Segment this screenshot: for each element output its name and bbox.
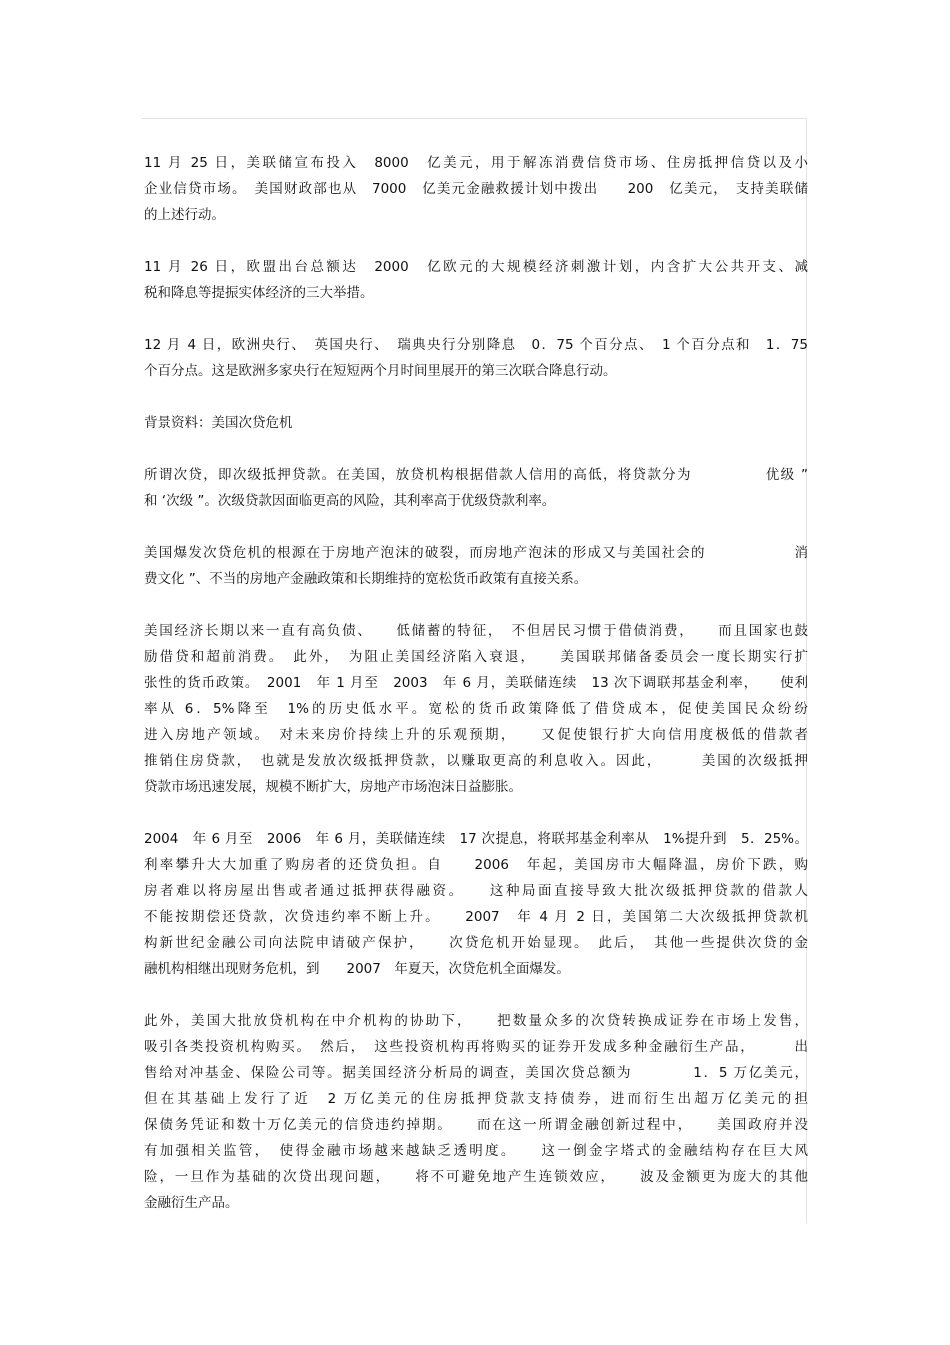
text-line: 2004 年 6 月至 2006 年 6 月，美联储连续 17 次提息，将联邦基金利率从 1%提升到 5．25%。 (144, 831, 808, 847)
paragraph-eu-stimulus (144, 254, 808, 306)
text-line: 但在其基础上发行了近 2 万亿美元的住房抵押贷款支持债券，进而衍生出超万亿美元的担 (144, 1091, 808, 1107)
section-heading: 背景资料：美国次贷危机 (144, 415, 293, 431)
text-line: 险，一旦作为基础的次贷出现问题， 将不可避免地产生连锁效应， 波及金额更为庞大的其他 (144, 1169, 808, 1185)
text-line: 12 月 4 日，欧洲央行、 英国央行、 瑞典央行分别降息 0．75 个百分点、 1 个百分点和 1．75 (144, 337, 808, 353)
text-line: 个百分点。这是欧洲多家央行在短短两个月时间里展开的第三次联合降息行动。 (144, 363, 617, 379)
paragraph-rate-cuts (144, 332, 808, 384)
text-line: 税和降息等提振实体经济的三大举措。 (144, 285, 374, 301)
text-line: 费文化 ”、不当的房地产金融政策和长期维持的宽松货币政策有直接关系。 (144, 571, 588, 587)
text-line: 构新世纪金融公司向法院申请破产保护， 次贷危机开始显现。 此后， 其他一些提供次贷的金 (144, 935, 808, 951)
text-line: 保债务凭证和数十万亿美元的信贷违约掉期。 而在这一所谓金融创新过程中， 美国政府并没 (144, 1117, 808, 1133)
text-line: 吸引各类投资机构购买。 然后， 这些投资机构再将购买的证券开发成多种金融衍生产品， 出 (144, 1039, 808, 1055)
text-line: 的上述行动。 (144, 207, 225, 223)
text-line: 不能按期偿还贷款，次贷违约率不断上升。 2007 年 4 月 2 日，美国第二大次级抵押贷款机 (144, 909, 808, 925)
text-line: 美国爆发次贷危机的根源在于房地产泡沫的破裂，而房地产泡沫的形成又与美国社会的 消 (144, 545, 808, 561)
text-line: 融机构相继出现财务危机，到 2007 年夏天，次贷危机全面爆发。 (144, 961, 570, 977)
section-heading-background (144, 410, 808, 436)
paragraph-fed-800b (144, 150, 808, 228)
text-line: 美国经济长期以来一直有高负债、 低储蓄的特征， 不但居民习惯于借债消费， 而且国家也鼓 (144, 623, 808, 639)
text-line: 推销住房贷款， 也就是发放次级抵押贷款，以赚取更高的利息收入。因此， 美国的次级抵押 (144, 753, 808, 769)
text-line: 售给对冲基金、保险公司等。据美国经济分析局的调查，美国次贷总额为 1．5 万亿美元， (144, 1065, 808, 1081)
text-line: 11 月 26 日，欧盟出台总额达 2000 亿欧元的大规模经济刺激计划，内含扩大公共开支、减 (144, 259, 808, 275)
text-line: 有加强相关监管， 使得金融市场越来越缺乏透明度。 这一倒金字塔式的金融结构存在巨大风 (144, 1143, 808, 1159)
text-line: 11 月 25 日，美联储宣布投入 8000 亿美元，用于解冻消费信贷市场、住房抵押信贷以及小 (144, 155, 808, 171)
text-line: 和 ‘次级 ”。次级贷款因面临更高的风险，其利率高于优级贷款利率。 (144, 493, 556, 509)
text-line: 所谓次贷，即次级抵押贷款。在美国，放贷机构根据借款人信用的高低，将贷款分为 优级 ” (144, 467, 808, 483)
paragraph-rate-hikes (144, 826, 808, 982)
text-line: 进入房地产领域。 对未来房价持续上升的乐观预期， 又促使银行扩大向信用度极低的借款者 (144, 727, 808, 743)
text-line: 贷款市场迅速发展，规模不断扩大，房地产市场泡沫日益膨胀。 (144, 779, 522, 795)
text-line: 房者难以将房屋出售或者通过抵押获得融资。 这种局面直接导致大批次级抵押贷款的借款人 (144, 883, 808, 899)
paragraph-subprime-definition (144, 462, 808, 514)
text-line: 金融衍生产品。 (144, 1195, 239, 1211)
text-line: 张性的货币政策。 2001 年 1 月至 2003 年 6 月，美联储连续 13 次下调联邦基金利率， 使利 (144, 675, 808, 691)
text-line: 利率攀升大大加重了购房者的还贷负担。自 2006 年起，美国房市大幅降温，房价下跌，购 (144, 857, 808, 873)
paragraph-debt-consumption (144, 618, 808, 800)
text-line: 此外，美国大批放贷机构在中介机构的协助下， 把数量众多的次贷转换成证券在市场上发售， (144, 1013, 808, 1029)
text-line: 励借贷和超前消费。 此外， 为阻止美国经济陷入衰退， 美国联邦储备委员会一度长期实行扩 (144, 649, 808, 665)
document-body (144, 150, 808, 1242)
text-line: 率从 6．5%降至 1%的历史低水平。宽松的货币政策降低了借贷成本，促使美国民众纷纷 (144, 701, 808, 717)
paragraph-derivatives (144, 1008, 808, 1216)
text-line: 企业信贷市场。 美国财政部也从 7000 亿美元金融救援计划中拨出 200 亿美元， 支持美联储 (144, 181, 808, 197)
paragraph-crisis-roots (144, 540, 808, 592)
